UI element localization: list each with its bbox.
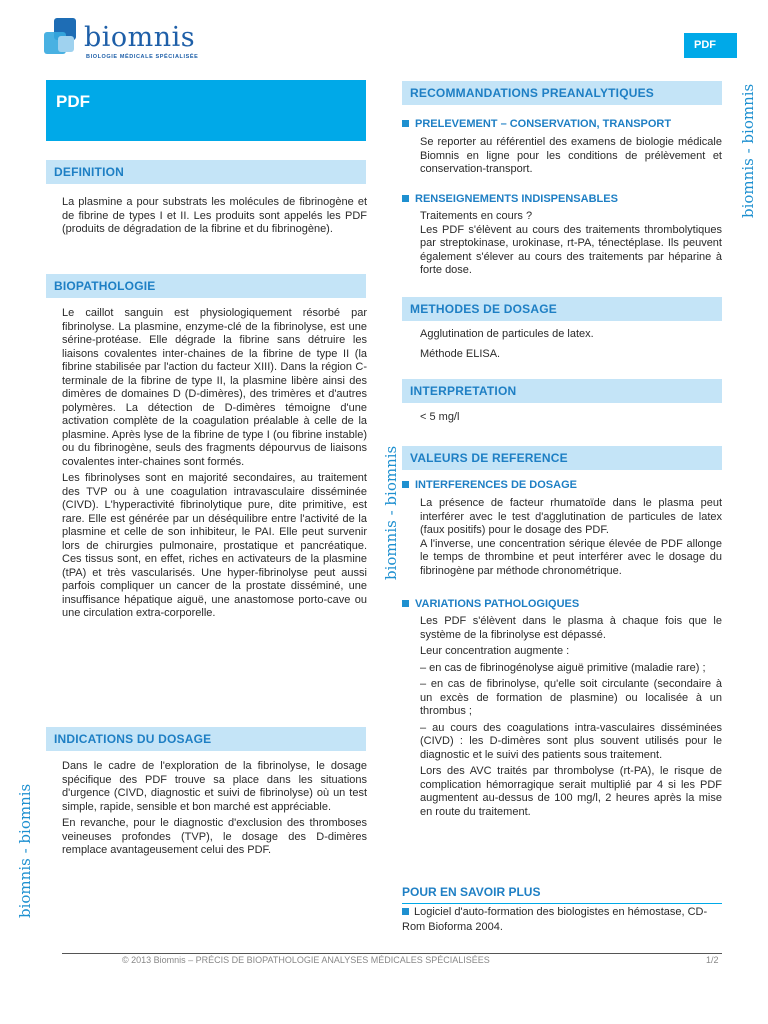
side-watermark-left: biomnis - biomnis — [16, 783, 34, 918]
list-item: Logiciel d'auto-formation des biologistes en hémostase, CD-Rom Bioforma 2004. — [402, 906, 708, 933]
savoir-heading: POUR EN SAVOIR PLUS — [402, 881, 722, 904]
paragraph: La plasmine a pour substrats les molécules de fibrinogène et de fibrine de types I et II. Les produits sont appelés les PDF (produits de dégradation de la fibrine et du fibrinogène). — [62, 196, 367, 235]
biopathologie-text — [62, 307, 367, 624]
square-bullet-icon — [402, 908, 409, 915]
square-bullet-icon — [402, 481, 409, 488]
paragraph: Les PDF s'élèvent au cours des traitements thrombolytiques par streptokinase, urokinase, rt-PA, ténectéplase. Ils peuvent également s'élever au cours des traitements par héparine à forte dose. — [420, 223, 722, 276]
paragraph: Les fibrinolyses sont en majorité secondaires, au traitement des TVP ou à une coagulation intravasculaire disséminée (CIVD). L'hyperactivité fibrinolytique pure, dite primitive, est rare. Elle est générée par un déséquilibre entre l'activité de la plasmine et celle de son inhibiteur, le PAI. Elle peut survenir lors de chirurgies pulmonaire, prostatique et pancréatique. Ces tissus sont, en effet, riches en activateurs de la plasmine (tPA) et très vascularisés. Une hyper-fibrinolyse peut aussi parfois compliquer un cancer de la prostate disséminé, une insuffisance hépatique aiguë, une anastomose porto-cave ou une circulation extra-corporelle. — [62, 472, 367, 619]
prelevement-text — [420, 136, 722, 180]
paragraph: Traitements en cours ? — [420, 210, 533, 222]
indications-heading: INDICATIONS DU DOSAGE — [46, 727, 366, 751]
methodes-heading: METHODES DE DOSAGE — [402, 297, 722, 321]
paragraph: La présence de facteur rhumatoïde dans le plasma peut interférer avec le test d'agglutination de particules de latex (faux positifs) pour le dosage des PDF. — [420, 497, 722, 536]
paragraph: Dans le cadre de l'exploration de la fibrinolyse, le dosage spécifique des PDF trouve sa place dans les situations d'urgence (CIVD, diagnostic et suivi de fibrinolyse) où un test simple, rapide, sensible et bon marché est appréciable. — [62, 760, 367, 813]
footer-divider — [62, 953, 722, 954]
definition-heading: DEFINITION — [46, 160, 366, 184]
interferences-text — [420, 497, 722, 581]
paragraph: – au cours des coagulations intra-vasculaires disséminées (CIVD) : les D-dimères sont plus souvent utilisés pour le diagnostic et le suivi des patients sous traitement. — [420, 721, 722, 761]
definition-text — [62, 196, 367, 240]
paragraph: < 5 mg/l — [420, 411, 460, 423]
square-bullet-icon — [402, 120, 409, 127]
square-bullet-icon — [402, 195, 409, 202]
recommandations-heading: RECOMMANDATIONS PREANALYTIQUES — [402, 81, 722, 105]
interpretation-heading: INTERPRETATION — [402, 379, 722, 403]
variations-text — [420, 615, 722, 822]
paragraph: Méthode ELISA. — [420, 347, 501, 360]
renseignements-subheading: RENSEIGNEMENTS INDISPENSABLES — [402, 193, 618, 205]
renseignements-text — [420, 210, 722, 281]
paragraph: Les PDF s'élèvent dans le plasma à chaque fois que le système de la fibrinolyse est dépassé. — [420, 615, 722, 641]
valeurs-heading: VALEURS DE REFERENCE — [402, 446, 722, 470]
biopathologie-heading: BIOPATHOLOGIE — [46, 274, 366, 298]
footer-copyright: © 2013 Biomnis – PRÉCIS DE BIOPATHOLOGIE ANALYSES MÉDICALES SPÉCIALISÉES — [122, 955, 490, 965]
paragraph: A l'inverse, une concentration sérique élevée de PDF allonge le temps de thrombine et peut interférer avec le dosage du fibrinogène par méthode chronométrique. — [420, 537, 722, 577]
page-title: PDF — [46, 80, 366, 141]
side-watermark-right: biomnis - biomnis — [739, 83, 757, 218]
indications-text — [62, 760, 367, 861]
page-number: 1/2 — [706, 955, 719, 965]
interpretation-text — [420, 411, 722, 428]
paragraph: – en cas de fibrinolyse, qu'elle soit circulante (secondaire à un excès de formation de plasmine) ou localisée à un thrombus ; — [420, 678, 722, 717]
logo-mark-icon — [44, 18, 80, 58]
paragraph: Le caillot sanguin est physiologiquement résorbé par fibrinolyse. La plasmine, enzyme-clé de la fibrinolyse, est une sérine-protéase. Elle dégrade la fibrine sans détruire les liaisons covalentes inter-chaines de la fibrine de type II (la fibrine stabilisée par l'action du facteur XIII). Dans la région C-terminale de la fibrine de type II, la plasmine libère ainsi des dimères de domaines D (D-dimères), des trimères et d'autres polymères. La détection de D-dimères témoigne d'une activation complète de la coagulation préalable à celle de la plasmine. Après lyse de la fibrine de type I (ou fibrine instable) ou du fibrinogène, seuls des fragments dépourvus de liaisons covalentes inter-chaines sont formés. — [62, 307, 367, 468]
variations-subheading: VARIATIONS PATHOLOGIQUES — [402, 598, 579, 610]
paragraph: En revanche, pour le diagnostic d'exclusion des thromboses veineuses profondes (TVP), le dosage des D-dimères remplace avantageusement celui des PDF. — [62, 817, 367, 856]
paragraph: – en cas de fibrinogénolyse aiguë primitive (maladie rare) ; — [420, 661, 706, 674]
savoir-list — [402, 905, 722, 935]
prelevement-subheading: PRELEVEMENT – CONSERVATION, TRANSPORT — [402, 118, 671, 130]
biomnis-logo — [44, 18, 204, 64]
paragraph: Se reporter au référentiel des examens de biologie médicale Biomnis en ligne pour les conditions de prélèvement et conservation-transport. — [420, 136, 722, 175]
square-bullet-icon — [402, 600, 409, 607]
logo-tagline: BIOLOGIE MÉDICALE SPÉCIALISÉE — [86, 54, 199, 60]
paragraph: Lors des AVC traités par thrombolyse (rt-PA), le risque de complication hémorragique serait multiplié par 4 si les PDF augmentent au-dessus de 100 mg/l, 2 heures après la mise en route du traitement. — [420, 765, 722, 818]
top-test-badge: PDF — [684, 33, 737, 58]
paragraph: Leur concentration augmente : — [420, 645, 570, 657]
methodes-text — [420, 328, 722, 364]
paragraph: Agglutination de particules de latex. — [420, 328, 594, 340]
logo-wordmark: biomnis — [84, 22, 196, 53]
side-watermark-middle: biomnis - biomnis — [382, 445, 400, 580]
interferences-subheading: INTERFERENCES DE DOSAGE — [402, 479, 577, 491]
